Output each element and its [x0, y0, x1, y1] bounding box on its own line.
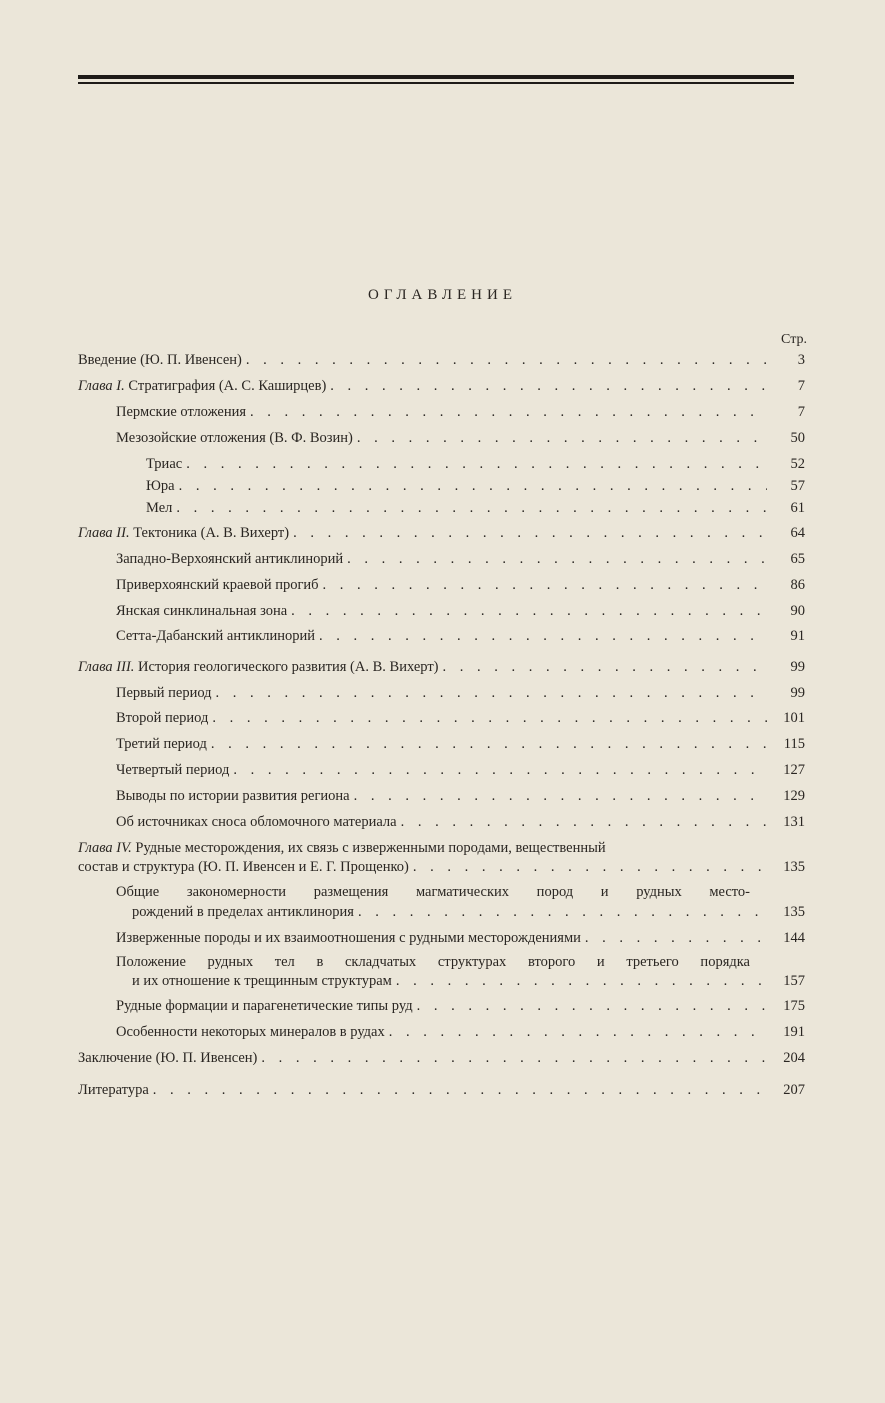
- page-number: 135: [783, 859, 805, 875]
- toc-entry-chapter-2[interactable]: Глава II. Тектоника (А. В. Вихерт) . . . 64: [78, 523, 805, 543]
- toc-entry-ore-formations[interactable]: Рудные формации и парагенетические типы руд . . . 175: [116, 996, 805, 1016]
- toc-entry-jurassic[interactable]: Юра . . . 57: [146, 476, 805, 496]
- page-number: 207: [783, 1082, 805, 1098]
- toc-entry-foredeep[interactable]: Приверхоянский краевой прогиб . . . 86: [116, 575, 805, 595]
- page-number: 90: [790, 603, 805, 619]
- toc-entry-sediment-sources[interactable]: Об источниках сноса обломочного материала . . . 131: [116, 812, 805, 832]
- top-rule-thick: [78, 75, 794, 79]
- page-number: 191: [783, 1024, 805, 1040]
- page-number: 52: [790, 456, 805, 472]
- chapter-label: Глава II.: [78, 525, 130, 541]
- toc-entry-west-verkhoyansk[interactable]: Западно-Верхоянский антиклинорий . . . 65: [116, 549, 805, 569]
- page-number: 50: [790, 430, 805, 446]
- page-number: 7: [797, 378, 805, 394]
- page-number: 64: [790, 525, 805, 541]
- page-number: 131: [783, 814, 805, 830]
- page-title: ОГЛАВЛЕНИЕ: [368, 287, 517, 303]
- toc-entry-igneous-rocks[interactable]: Изверженные породы и их взаимоотношения с рудными месторождениями . . . 144: [116, 928, 805, 948]
- toc-entry-chapter-3[interactable]: Глава III. История геологического развития (А. В. Вихерт) . . . 99: [78, 657, 805, 677]
- toc-entry-cretaceous[interactable]: Мел . . . 61: [146, 498, 805, 518]
- chapter-label: Глава I.: [78, 378, 125, 394]
- toc-entry-setta-daban[interactable]: Сетта-Дабанский антиклинорий . . . 91: [116, 626, 805, 646]
- chapter-label: Глава IV.: [78, 840, 132, 856]
- toc-entry-general-patterns[interactable]: рождений в пределах антиклинория . . . 135: [132, 902, 805, 922]
- toc-entry-period-2[interactable]: Второй период . . . 101: [116, 708, 805, 728]
- toc-entry-chapter-1[interactable]: Глава I. Стратиграфия (А. С. Каширцев) . . . 7: [78, 376, 805, 396]
- page-column-label: Стр.: [781, 332, 807, 347]
- toc-entry-conclusions-region[interactable]: Выводы по истории развития региона . . . 129: [116, 786, 805, 806]
- page-number: 91: [790, 628, 805, 644]
- page-number: 101: [783, 710, 805, 726]
- page-number: 175: [783, 998, 805, 1014]
- page-number: 99: [790, 685, 805, 701]
- toc-entry-yana-zone[interactable]: Янская синклинальная зона . . . 90: [116, 601, 805, 621]
- toc-entry-period-1[interactable]: Первый период . . . 99: [116, 683, 805, 703]
- toc-entry-ore-bodies[interactable]: и их отношение к трещинным структурам . . . 157: [132, 971, 805, 991]
- page-number: 204: [783, 1050, 805, 1066]
- page-number: 135: [783, 904, 805, 920]
- page-number: 57: [790, 478, 805, 494]
- toc-entry-literature[interactable]: Литература . . . 207: [78, 1080, 805, 1100]
- toc-entry-introduction[interactable]: Введение (Ю. П. Ивенсен) . . . 3: [78, 350, 805, 370]
- page-number: 115: [783, 736, 805, 752]
- page-number: 99: [790, 659, 805, 675]
- toc-entry-triassic[interactable]: Триас . . . 52: [146, 454, 805, 474]
- toc-entry-chapter-4-line1[interactable]: Глава IV. Рудные месторождения, их связь с изверженными породами, вещественный: [78, 840, 606, 856]
- toc-entry-period-3[interactable]: Третий период . . . 115: [116, 734, 805, 754]
- chapter-label: Глава III.: [78, 659, 135, 675]
- page-number: 65: [790, 551, 805, 567]
- toc-entry-permian[interactable]: Пермские отложения . . . 7: [116, 402, 805, 422]
- page-number: 129: [783, 788, 805, 804]
- toc-entry-ore-bodies-line1[interactable]: Положение рудных тел в складчатых структурах второго и третьего порядка: [116, 954, 750, 970]
- toc-entry-period-4[interactable]: Четвертый период . . . 127: [116, 760, 805, 780]
- toc-entry-general-patterns-line1[interactable]: Общие закономерности размещения магматических пород и рудных место-: [116, 884, 750, 900]
- page-number: 3: [797, 352, 805, 368]
- page-number: 61: [790, 500, 805, 516]
- toc-entry-minerals[interactable]: Особенности некоторых минералов в рудах . . . 191: [116, 1022, 805, 1042]
- page-number: 144: [783, 930, 805, 946]
- toc-entry-chapter-4[interactable]: состав и структура (Ю. П. Ивенсен и Е. Г. Прощенко) . . . 135: [78, 857, 805, 877]
- top-rule-thin: [78, 82, 794, 84]
- toc-entry-mesozoic[interactable]: Мезозойские отложения (В. Ф. Возин) . . . 50: [116, 428, 805, 448]
- toc-entry-conclusion[interactable]: Заключение (Ю. П. Ивенсен) . . . 204: [78, 1048, 805, 1068]
- page-number: 127: [783, 762, 805, 778]
- page-number: 7: [797, 404, 805, 420]
- page-number: 157: [783, 973, 805, 989]
- page-number: 86: [790, 577, 805, 593]
